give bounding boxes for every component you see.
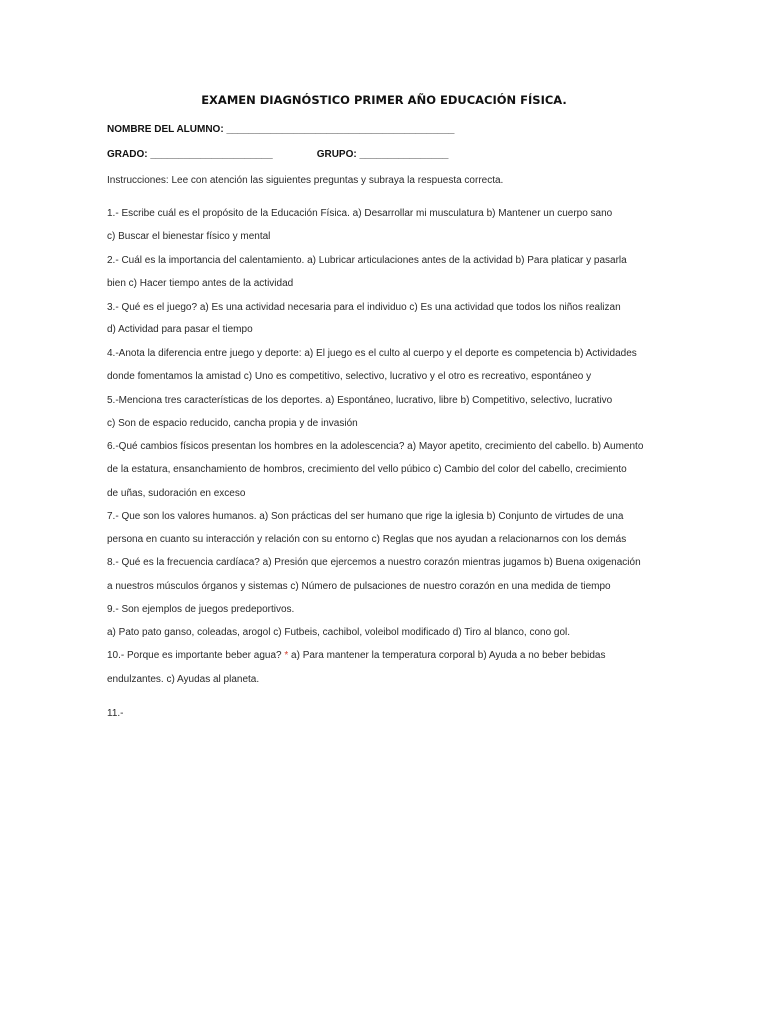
question-line: 1.- Escribe cuál es el propósito de la Educación Física. a) Desarrollar mi musculatura b) Mantener un cuerpo sano (107, 208, 613, 219)
question-line: persona en cuanto su interacción y relación con su entorno c) Reglas que nos ayudan a relacionarnos con los demás (107, 534, 627, 545)
question-line: 6.-Qué cambios físicos presentan los hombres en la adolescencia? a) Mayor apetito, crecimiento del cabello. b) Aumento (107, 441, 644, 452)
question-line: a) Pato pato ganso, coleadas, arogol c) Futbeis, cachibol, voleibol modificado d) Tiro al blanco, cono gol. (107, 627, 571, 638)
question-line: 3.- Qué es el juego? a) Es una actividad necesaria para el individuo c) Es una actividad que todos los niños realizan (107, 302, 621, 313)
grade-field: GRADO: ______________________ (107, 149, 273, 160)
document-title: EXAMEN DIAGNÓSTICO PRIMER AÑO EDUCACIÓN FÍSICA. (201, 93, 567, 107)
question-line: 2.- Cuál es la importancia del calentamiento. a) Lubricar articulaciones antes de la actividad b) Para platicar y pasarla (107, 255, 627, 266)
question-line: a nuestros músculos órganos y sistemas c) Número de pulsaciones de nuestro corazón en una medida de tiempo (107, 581, 611, 592)
question-line: 4.-Anota la diferencia entre juego y deporte: a) El juego es el culto al cuerpo y el deporte es competencia b) Actividades (107, 348, 637, 359)
group-field: GRUPO: ________________ (316, 149, 449, 160)
question-line: 5.-Menciona tres características de los deportes. a) Espontáneo, lucrativo, libre b) Competitivo, selectivo, lucrativo (107, 395, 613, 406)
grade-group-row (107, 149, 448, 160)
question-line: 7.- Que son los valores humanos. a) Son prácticas del ser humano que rige la iglesia b) Conjunto de virtudes de una (107, 511, 624, 522)
question-line: c) Buscar el bienestar físico y mental (107, 231, 271, 242)
student-name-field: NOMBRE DEL ALUMNO: _________________________________________ (107, 124, 455, 135)
question-10-options: a) Para mantener la temperatura corporal b) Ayuda a no beber bebidas (288, 650, 606, 661)
question-line: 9.- Son ejemplos de juegos predeportivos. (107, 604, 295, 615)
question-line: donde fomentamos la amistad c) Uno es competitivo, selectivo, lucrativo y el otro es recreativo, espontáneo y (107, 371, 592, 382)
question-line: 8.- Qué es la frecuencia cardíaca? a) Presión que ejercemos a nuestro corazón mientras jugamos b) Buena oxigenación (107, 557, 641, 568)
question-11: 11.- (107, 708, 124, 719)
instructions: Instrucciones: Lee con atención las siguientes preguntas y subraya la respuesta correcta. (107, 175, 504, 186)
question-line: de uñas, sudoración en exceso (107, 488, 246, 499)
question-line: bien c) Hacer tiempo antes de la actividad (107, 278, 294, 289)
question-10-text: 10.- Porque es importante beber agua? (107, 650, 285, 661)
required-asterisk: * (284, 650, 289, 661)
question-10 (107, 650, 605, 661)
question-line: c) Son de espacio reducido, cancha propia y de invasión (107, 418, 358, 429)
question-line: endulzantes. c) Ayudas al planeta. (107, 674, 260, 685)
question-line: de la estatura, ensanchamiento de hombros, crecimiento del vello púbico c) Cambio del color del cabello, crecimiento (107, 464, 627, 475)
question-line: d) Actividad para pasar el tiempo (107, 324, 253, 335)
